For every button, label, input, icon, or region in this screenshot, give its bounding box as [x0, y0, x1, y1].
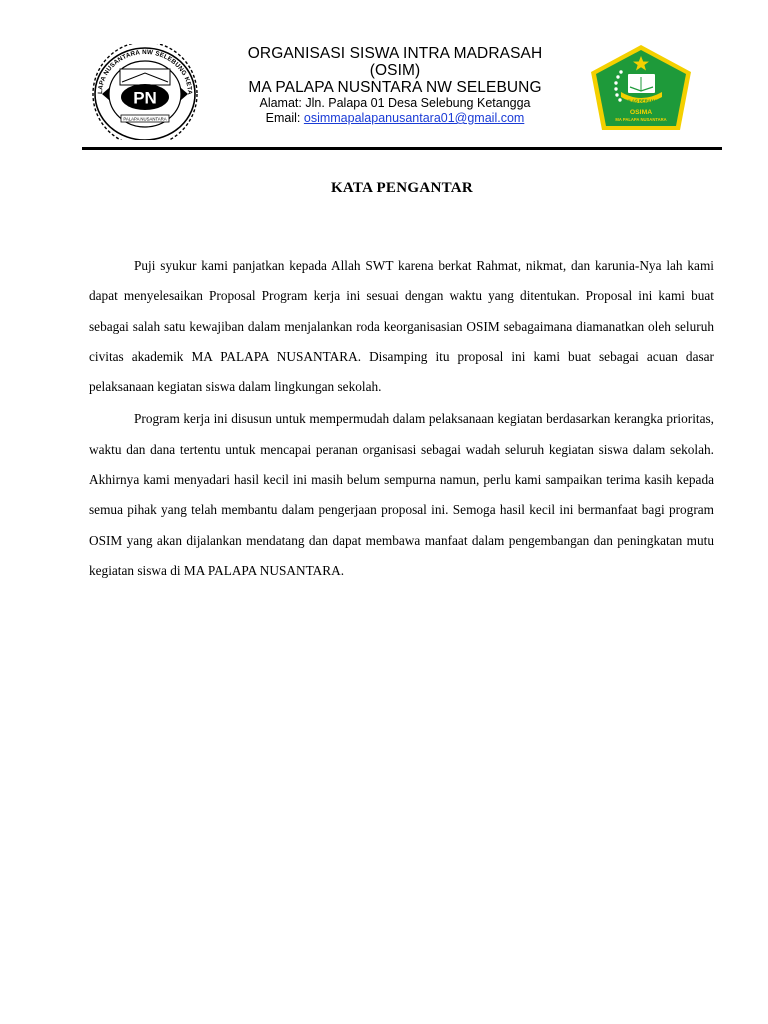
- school-logo: [88, 44, 202, 140]
- organization-name: ORGANISASI SISWA INTRA MADRASAH: [247, 45, 543, 62]
- organization-acronym: (OSIM): [369, 62, 421, 79]
- osima-emblem: [582, 42, 700, 138]
- paragraph: Program kerja ini disusun untuk mempermudah dalam pelaksanaan kegiatan berdasarkan kerangka prioritas, waktu dan dana tertentu untuk mencapai peranan organisasi sebagai wadah seluruh kegiatan siswa dalam sekolah. Akhirnya kami menyadari hasil kecil ini masih belum sempurna namun, perlu kami sampaikan terima kasih kepada semua pihak yang telah membantu dalam pengerjaan proposal ini. Semoga hasil kecil ini bermanfaat bagi program OSIM yang akan dijalankan mendatang dan dapat membawa manfaat dalam pengembangan dan peningkatan mutu kegiatan siswa di MA PALAPA NUSANTARA.: [89, 411, 714, 578]
- letterhead-text: [212, 45, 578, 126]
- logo-banner: PALAPA NUSANTARA: [123, 116, 167, 122]
- paragraph: Puji syukur kami panjatkan kepada Allah SWT karena berkat Rahmat, nikmat, dan karunia-Nya lah kami dapat menyelesaikan Proposal Program kerja ini sesuai dengan waktu yang ditentukan. Proposal ini kami buat sebagai salah satu kewajiban dalam menjalankan roda keorganisasian OSIM sebagaimana diamanatkan oleh seluruh civitas akademik MA PALAPA NUSANTARA. Disamping itu proposal ini kami buat sebagai acuan dasar pelaksanaan kegiatan siswa dalam lingkungan sekolah.: [89, 258, 714, 395]
- email-link[interactable]: osimmapalapanusantara01@gmail.com: [303, 111, 525, 125]
- emblem-name: OSIMA: [629, 109, 653, 116]
- body-text: [89, 251, 714, 588]
- emblem-school: MA PALAPA NUSANTARA: [615, 117, 667, 122]
- school-name: MA PALAPA NUSNTARA NW SELEBUNG: [248, 79, 542, 96]
- address: Alamat: Jln. Palapa 01 Desa Selebung Ketangga: [259, 96, 531, 110]
- logo-initials: PN: [133, 88, 157, 108]
- emblem-motto: IKHLAS BERAMAL: [622, 98, 660, 104]
- logo-ring-text: LAPA NUSANTARA NW SELEBUNG KETA: [96, 48, 194, 95]
- email-label: Email:: [265, 111, 304, 125]
- page-title: KATA PENGANTAR: [330, 180, 474, 196]
- letterhead-divider: [82, 147, 722, 150]
- letterhead: [82, 40, 722, 150]
- email-line: [212, 111, 578, 126]
